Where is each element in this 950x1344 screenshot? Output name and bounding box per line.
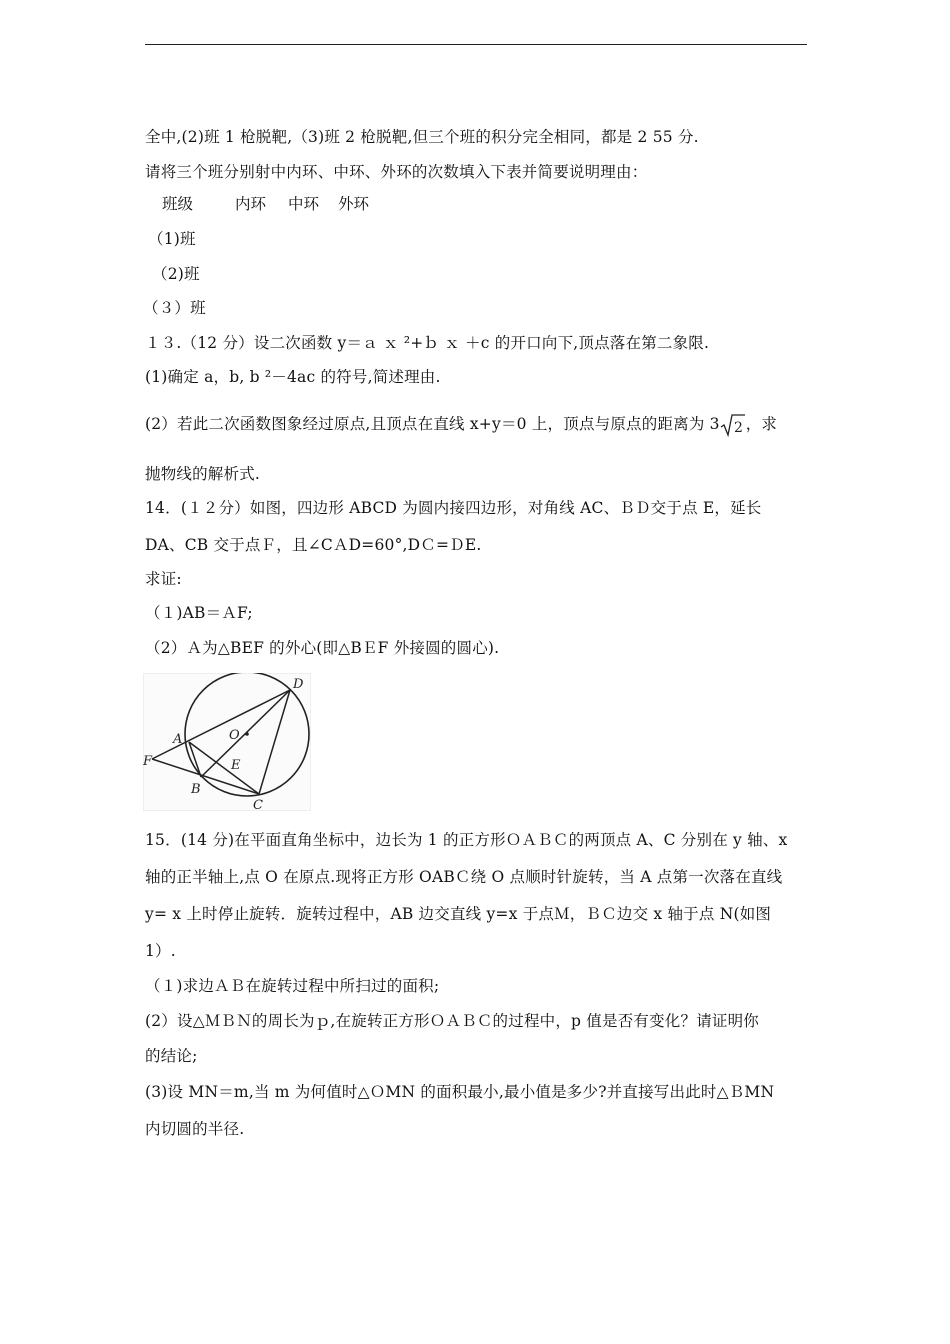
table-row-3: （３）班 (143, 299, 206, 317)
sqrt-symbol (720, 413, 746, 437)
question-15-part-2: (2）设△ＭＢＮ的周长为ｐ,在旋转正方形ＯＡＢＣ的过程中，p 值是否有变化？请证明你 (145, 1012, 760, 1030)
question-15-part-1: （１)求边ＡＢ在旋转过程中所扫过的面积; (145, 977, 440, 995)
question-15: 15．(14 分)在平面直角坐标中，边长为 1 的正方形ＯＡＢＣ的两顶点 A、C 分别在 y 轴、x (145, 831, 788, 849)
label-a: A (173, 732, 183, 747)
question-13-part-2 (145, 413, 777, 437)
table-header-class: 班级 (162, 195, 194, 213)
question-15-line-3: y= x 上时停止旋转．旋转过程中，AB 边交直线 y=x 于点Ｍ，ＢＣ边交 x 轴于点 N(如图 (145, 905, 772, 923)
label-f: F (143, 754, 153, 769)
question-14-cont: DA、CB 交于点Ｆ，且∠CＡD=60°,DＣ=ＤE. (145, 536, 482, 554)
question-15-part-3-cont: 内切圆的半径. (145, 1120, 245, 1138)
question-14-prove: 求证: (145, 570, 182, 588)
text-line: 请将三个班分别射中内环、中环、外环的次数填入下表并简要说明理由： (145, 163, 648, 181)
question-15-part-2-cont: 的结论; (145, 1047, 198, 1065)
q13-2-text: (2）若此二次函数图象经过原点,且顶点在直线 x+y＝0 上，顶点与原点的距离为 3 (145, 415, 720, 433)
point-o (245, 732, 249, 736)
geometry-figure (143, 673, 311, 811)
header-rule (145, 44, 807, 45)
label-o: O (229, 728, 240, 743)
table-header-inner: 内环 (235, 195, 267, 213)
text-line: 全中,(2)班 1 枪脱靶,（3)班 2 枪脱靶,但三个班的积分完全相同，都是 2 55 分. (145, 128, 699, 146)
label-d: D (293, 677, 304, 692)
table-header-middle: 中环 (288, 195, 320, 213)
question-14: 14．(１２分）如图，四边形 ABCD 为圆内接四边形，对角线 AC、ＢＤ交于点 E，延长 (145, 499, 762, 517)
q13-2-tail: ，求 (745, 415, 778, 433)
question-15-line-4: 1）. (145, 942, 176, 960)
table-header-outer: 外环 (338, 195, 370, 213)
label-e: E (231, 758, 241, 773)
label-b: B (191, 782, 201, 797)
table-row-2: （2)班 (152, 265, 200, 283)
question-15-part-3: (3)设 MN＝m,当 m 为何值时△ＯMN 的面积最小,最小值是多少?并直接写出此时△ＢMN (145, 1083, 775, 1101)
label-c: C (253, 798, 263, 811)
sqrt-radicand: 2 (733, 420, 743, 436)
question-14-part-1: （１)AB＝ＡF; (145, 604, 253, 622)
question-15-line-2: 轴的正半轴上,点 O 在原点.现将正方形 OABＣ绕 O 点顺时针旋转，当 A 点第一次落在直线 (145, 868, 783, 886)
question-13-part-1: (1)确定 a，b, b ²－4ac 的符号,简述理由. (145, 368, 441, 386)
table-row-1: （1)班 (148, 230, 196, 248)
question-13: １３.（12 分）设二次函数 y＝ａ ｘ ²+ｂ ｘ ＋c 的开口向下,顶点落在第二象限. (145, 334, 710, 352)
question-14-part-2: （2）Ａ为△BEF 的外心(即△BＥF 外接圆的圆心). (145, 639, 500, 657)
question-13-part-2-cont: 抛物线的解析式. (145, 465, 261, 483)
